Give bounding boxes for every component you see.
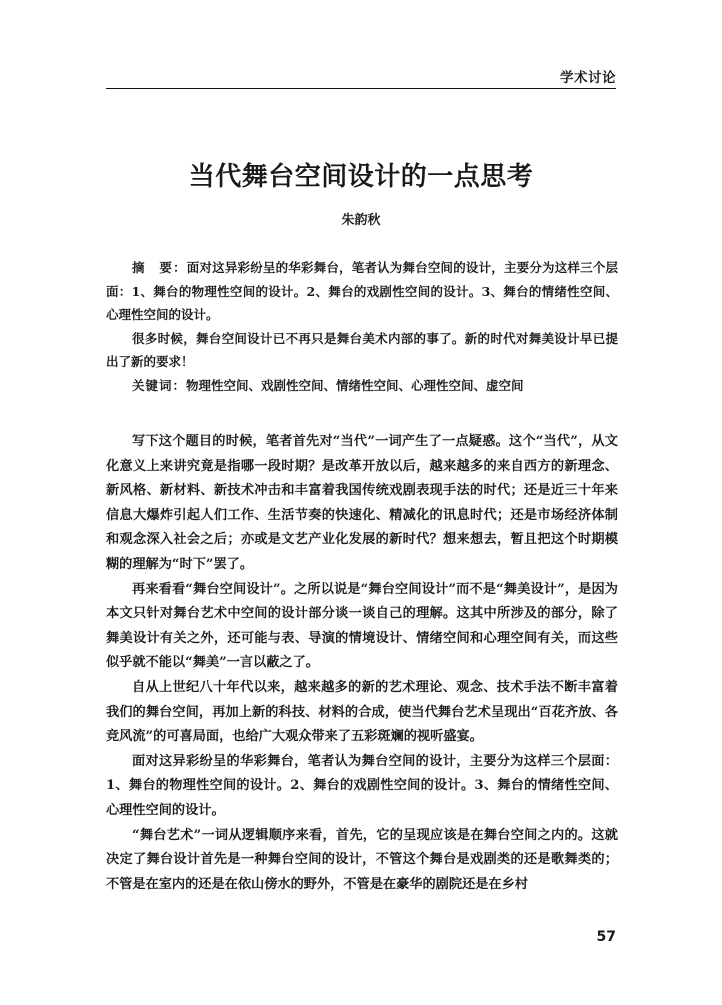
abstract-section — [106, 256, 618, 397]
body-paragraph: 面对这异彩纷呈的华彩舞台，笔者认为舞台空间的设计，主要分为这样三个层面：1、舞台的物理性空间的设计。2、舞台的戏剧性空间的设计。3、舞台的情绪性空间、心理性空间的设计。 — [106, 753, 618, 818]
abstract-label: 摘 要： — [132, 260, 187, 275]
body-paragraph: “舞台艺术”一词从逻辑顺序来看，首先，它的呈现应该是在舞台空间之内的。这就决定了舞台设计首先是一种舞台空间的设计，不管这个舞台是戏剧类的还是歌舞类的；不管是在室内的还是在依山傍水的野外，不管是在豪华的剧院还是在乡村 — [106, 827, 618, 892]
body-paragraph: 再来看看“舞台空间设计”。之所以说是“舞台空间设计”而不是“舞美设计”，是因为本文只针对舞台艺术中空间的设计部分谈一谈自己的理解。这其中所涉及的部分，除了舞美设计有关之外，还可能与表、导演的情境设计、情绪空间和心理空间有关，而这些似乎就不能以“舞美”一言以蔽之了。 — [106, 581, 618, 671]
keywords-label: 关键词： — [132, 377, 187, 393]
page-number: 57 — [596, 929, 616, 945]
keywords-paragraph — [106, 374, 618, 398]
body-paragraph: 写下这个题目的时候，笔者首先对“当代”一词产生了一点疑惑。这个“当代”，从文化意义上来讲究竟是指哪一段时期？是改革开放以后，越来越多的来自西方的新理念、新风格、新材料、新技术冲击和丰富着我国传统戏剧表现手法的时代；还是近三十年来信息大爆炸引起人们工作、生活节奏的快速化、精减化的讯息时代；还是市场经济体制和观念深入社会之后；亦或是文艺产业化发展的新时代？想来想去，暂且把这个时期模糊的理解为“时下”罢了。 — [106, 434, 618, 572]
body-paragraph: 自从上世纪八十年代以来，越来越多的新的艺术理论、观念、技术手法不断丰富着我们的舞台空间，再加上新的科技、材料的合成，使当代舞台艺术呈现出“百花齐放、各竞风流”的可喜局面，也给广大观众带来了五彩斑斓的视听盛宴。 — [106, 679, 618, 745]
article-title: 当代舞台空间设计的一点思考 — [188, 162, 534, 192]
article-body — [106, 430, 618, 897]
abstract-paragraph-2: 很多时候，舞台空间设计已不再只是舞台美术内部的事了。新的时代对舞美设计早已提出了新的要求！ — [106, 330, 618, 369]
abstract-text: 面对这异彩纷呈的华彩舞台，笔者认为舞台空间的设计，主要分为这样三个层面：1、舞台的物理性空间的设计。2、舞台的戏剧性空间的设计。3、舞台的情绪性空间、心理性空间的设计。 — [106, 260, 618, 322]
abstract-paragraph — [106, 256, 618, 327]
article-author: 朱韵秋 — [341, 213, 381, 228]
running-header — [106, 56, 616, 89]
section-label: 学术讨论 — [560, 70, 616, 86]
keywords-text: 物理性空间、戏剧性空间、情绪性空间、心理性空间、虚空间 — [186, 377, 524, 393]
